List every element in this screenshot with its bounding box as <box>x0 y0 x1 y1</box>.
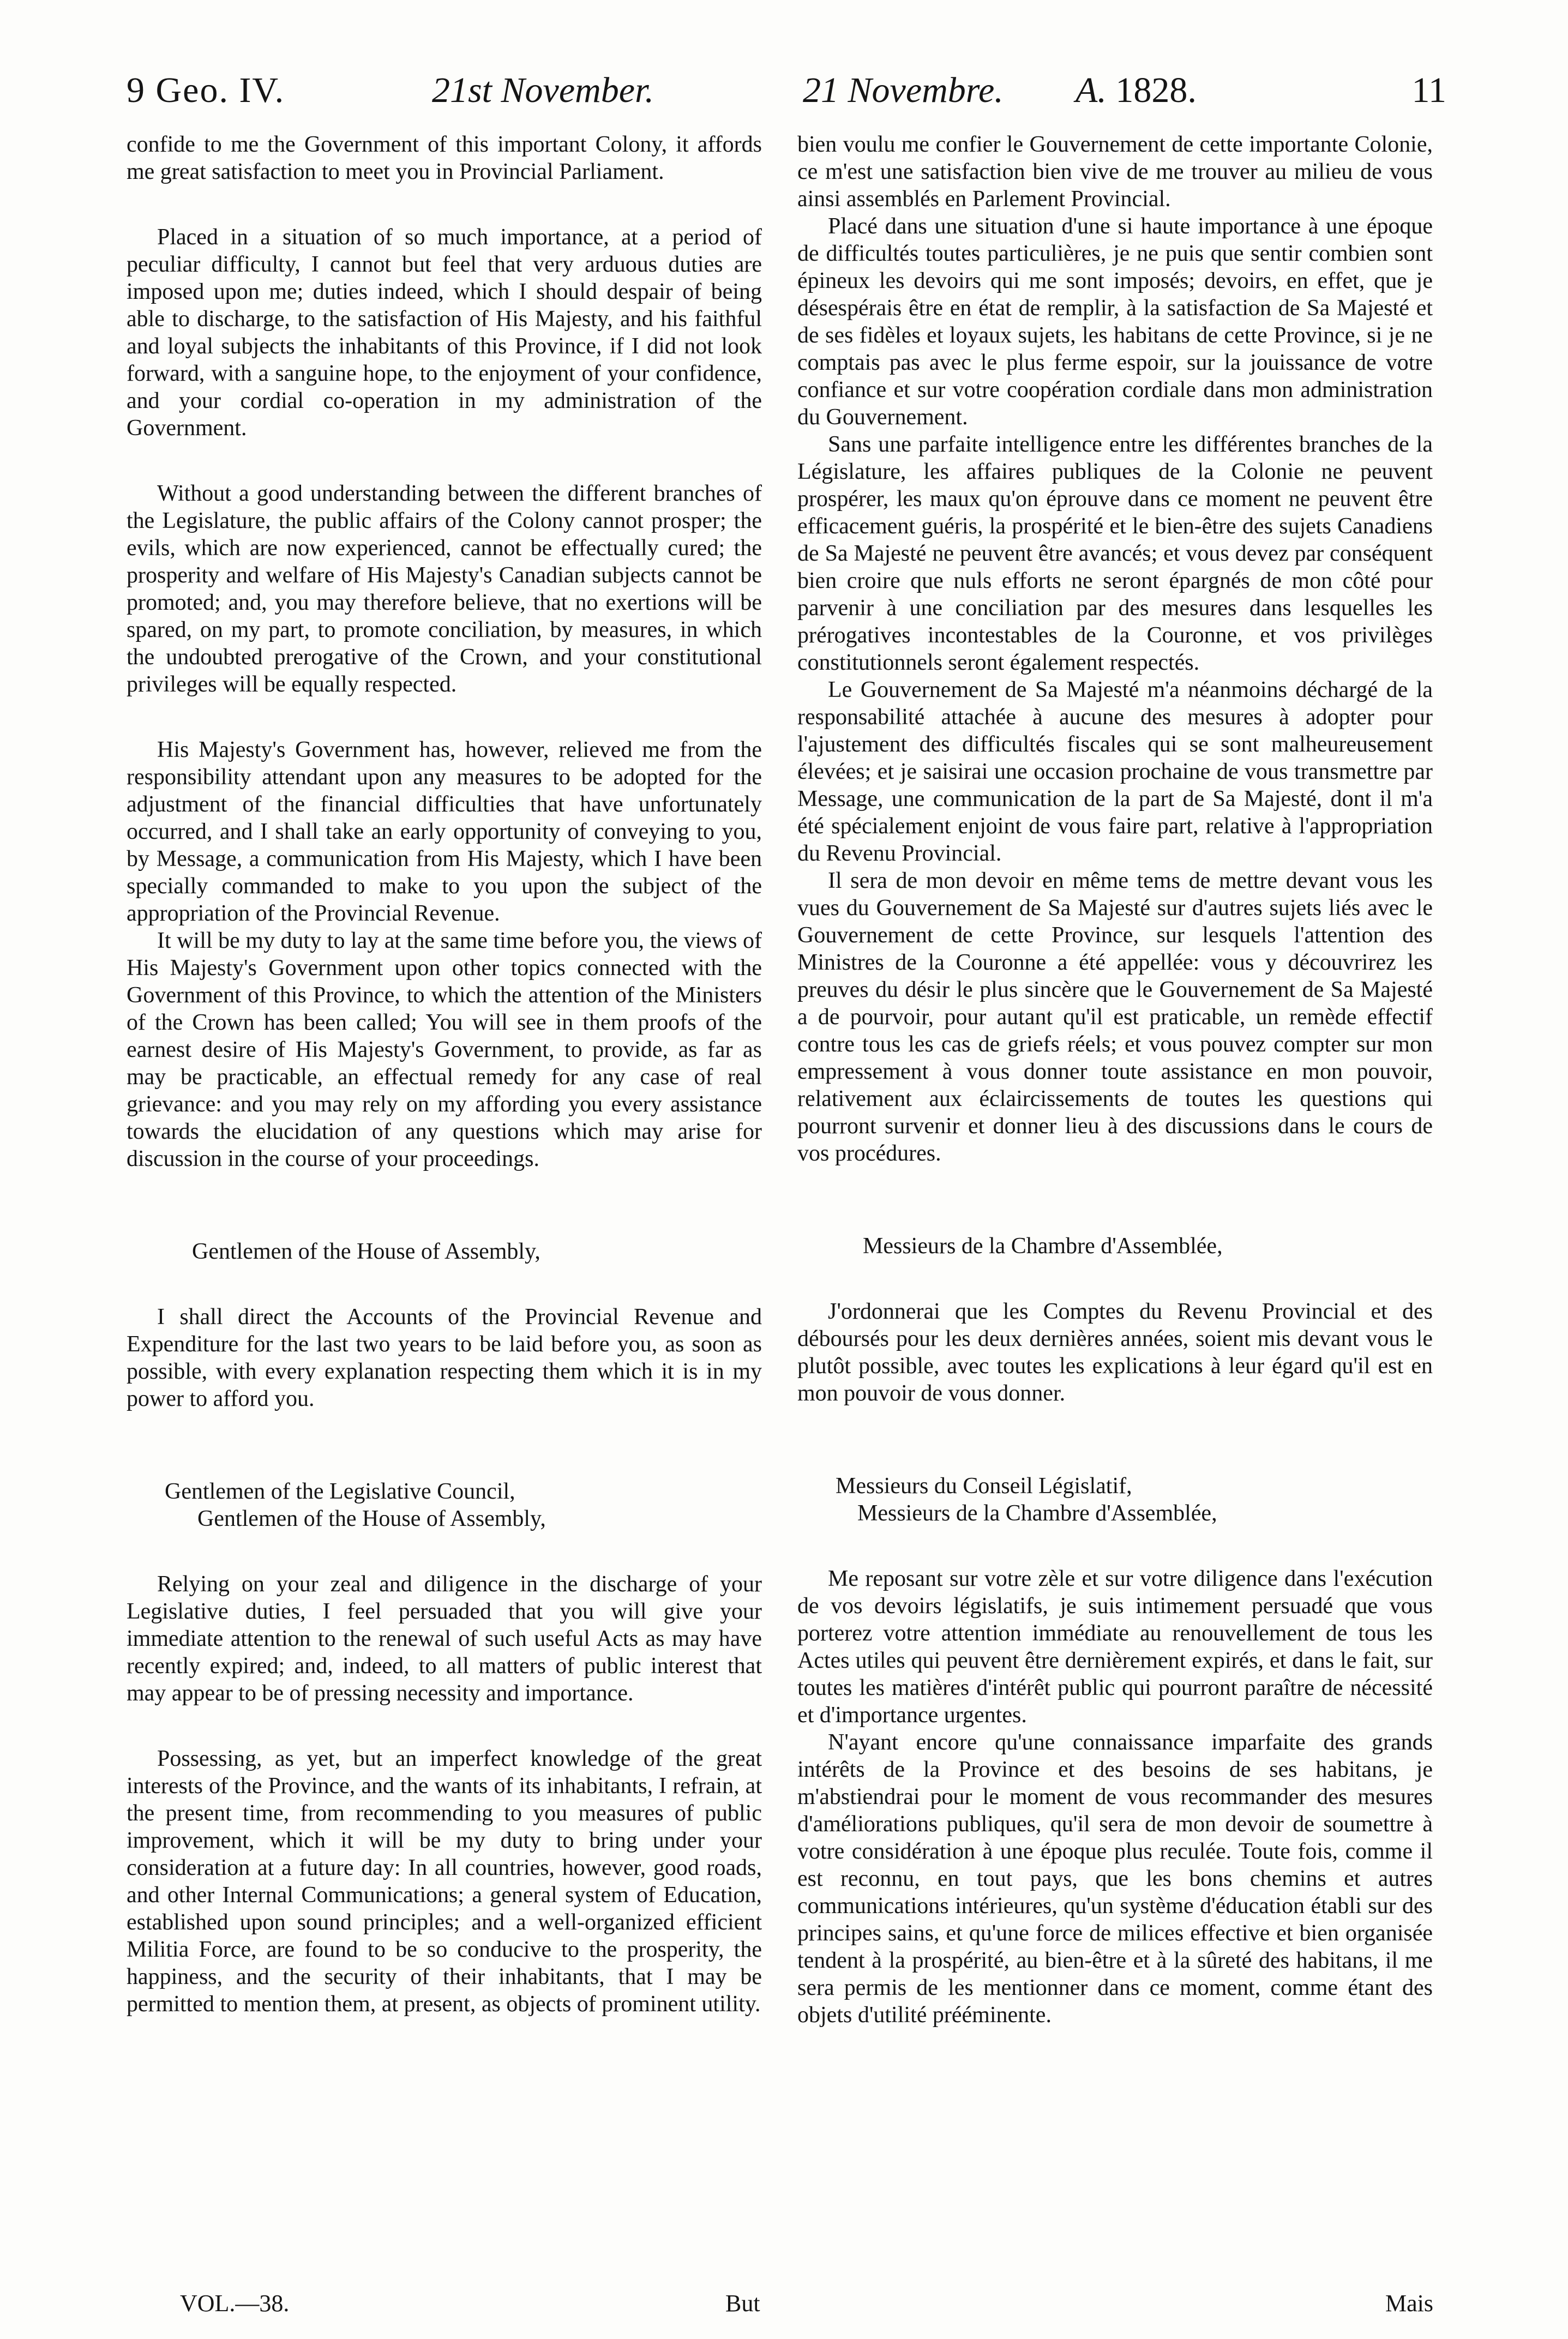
english-column <box>127 131 762 2018</box>
year-value: 1828. <box>1115 70 1197 110</box>
english-paragraph-2: Placed in a situation of so much importance, at a period of peculiar difficulty, I cannot but feel that very arduous duties are imposed upon me; duties indeed, which I should despair of being able to discharge, to the satisfaction of His Majesty, and his faithful and loyal subjects the inhabitants of this Province, if I did not look forward, with a sanguine hope, to the enjoyment of your confidence, and your cordial co-operation in my administration of the Government. <box>127 225 762 441</box>
french-address-assembly-2: Messieurs de la Chambre d'Assemblée, <box>857 1501 1217 1526</box>
english-paragraph-5: It will be my duty to lay at the same time before you, the views of His Majesty's Government upon other topics connected with the Government of this Province, to which the attention of the Ministers of the Crown has been called; You will see in them proofs of the earnest desire of His Majesty's Government, to provide, as far as may be practicable, an effectual remedy for any case of real grievance: and you may rely on my affording you every assistance towards the elucidation of any questions which may arise for discussion in the course of your proceedings. <box>127 928 762 1171</box>
catchword-english: But <box>725 2290 760 2317</box>
french-paragraph-3: Sans une parfaite intelligence entre les différentes branches de la Législature, les affaires publiques de la Colonie ne peuvent prospérer, les maux qu'on éprouve dans ce moment ne peuvent être efficacement guéris, la prospérité et le bien-être des sujets Canadiens de Sa Majesté ne peuvent être avancés; et vous devez par conséquent bien croire que nuls efforts ne seront épargnés de mon côté pour parvenir à une conciliation par des mesures dans lesquelles les prérogatives incontestables de la Couronne, et vos privilèges constitutionnels seront également respectés. <box>797 432 1433 675</box>
french-paragraph-8: N'ayant encore qu'une connaissance imparfaite des grands intérêts de la Province et des besoins de ses habitans, je m'abstiendrai pour le moment de vous recommander des mesures d'améliorations publiques, qu'il sera de mon devoir de soumettre à votre considération à une époque plus reculée. Toute fois, comme il est reconnu, en tout pays, que les bons chemins et autres communications intérieures, qu'un système d'éducation établi sur des principes sains, et qu'une force de milices effective et bien organisée tendent à la prospérité, au bien-être et à la sûreté des habitans, il me sera permis de les mentionner dans ce moment, comme étant des objets d'utilité prééminente. <box>797 1730 1433 2028</box>
french-column <box>797 131 1433 2029</box>
english-paragraph-3: Without a good understanding between the different branches of the Legislature, the public affairs of the Colony cannot prosper; the evils, which are now experienced, cannot be effectually cured; the prosperity and welfare of His Majesty's Canadian subjects cannot be promoted; and, you may therefore believe, that no exertions will be spared, on my part, to promote conciliation, by measures, in which the undoubted prerogative of the Crown, and your constitutional privileges will be equally respected. <box>127 481 762 697</box>
french-paragraph-5: Il sera de mon devoir en même tems de mettre devant vous les vues du Gouvernement de Sa Majesté sur d'autres sujets liés avec le Gouvernement de cette Province, sur lesquels l'attention des Ministres de la Couronne a été appellée: vous y découvrirez les preuves du désir le plus sincère que le Gouvernement de Sa Majesté a de pourvoir, pour autant qu'il est praticable, un remède effectif contre tous les cas de griefs réels; et vous pouvez compter sur mon empressement à vous donner toute assistance en mon pouvoir, relativement aux éclaircissements de toutes les questions qui pourront survenir et donner lieu à des discussions dans le cours de vos procédures. <box>797 868 1433 1166</box>
english-paragraph-1: confide to me the Government of this important Colony, it affords me great satisfaction to meet you in Provincial Parliament. <box>127 132 762 184</box>
french-paragraph-1: bien voulu me confier le Gouvernement de cette importante Colonie, ce m'est une satisfaction bien vive de me trouver au milieu de vous ainsi assemblés en Parlement Provincial. <box>797 132 1433 212</box>
date-french: 21 Novembre. <box>803 70 1004 110</box>
french-paragraph-6: J'ordonnerai que les Comptes du Revenu Provincial et des déboursés pour les deux dernières années, soient mis devant vous le plutôt possible, avec toutes les explications à leur égard qu'il est en mon pouvoir de vous donner. <box>797 1299 1433 1406</box>
english-paragraph-7: Relying on your zeal and diligence in the discharge of your Legislative duties, I feel persuaded that you will give your immediate attention to the renewal of such useful Acts as may have recently expired; and, indeed, to all matters of public interest that may appear to be of pressing necessity and importance. <box>127 1572 762 1706</box>
french-address-council: Messieurs du Conseil Législatif, <box>836 1474 1132 1499</box>
english-address-both <box>127 1478 762 1532</box>
french-paragraph-7: Me reposant sur votre zèle et sur votre diligence dans l'exécution de vos devoirs législatifs, je suis intimement persuadé que vous porterez votre attention immédiate au renouvellement de tous les Actes utiles qui peuvent être dernièrement expirés, et dans le fait, sur toutes les matières d'intérêt public qui pourront paraître de nécessité et d'importance urgentes. <box>797 1566 1433 1728</box>
french-address-assembly: Messieurs de la Chambre d'Assemblée, <box>863 1234 1223 1259</box>
date-english: 21st November. <box>432 70 654 110</box>
english-address-council: Gentlemen of the Legislative Council, <box>165 1479 515 1504</box>
reign-label: 9 Geo. IV. <box>127 70 285 110</box>
french-paragraph-4: Le Gouvernement de Sa Majesté m'a néanmoins déchargé de la responsabilité attachée à aucune des mesures à adopter pour l'ajustement des difficultés fiscales qui se sont malheureusement élevées; et je saisirai une occasion prochaine de vous transmettre par Message, une communication de la part de Sa Majesté, dont il m'a été spécialement enjoint de vous faire part, relative à l'appropriation du Revenu Provincial. <box>797 677 1433 866</box>
french-address-both <box>797 1472 1433 1527</box>
english-paragraph-4: His Majesty's Government has, however, relieved me from the responsibility attendant upon any measures to be adopted for the adjustment of the financial difficulties that have unfortunately occurred, and I shall take an early opportunity of conveying to you, by Message, a communication from His Majesty, which I have been specially commanded to make to you upon the subject of the appropriation of the Provincial Revenue. <box>127 737 762 926</box>
year-label <box>1076 70 1197 111</box>
signature-mark: VOL.—38. <box>180 2290 290 2317</box>
english-address-assembly: Gentlemen of the House of Assembly, <box>192 1239 540 1264</box>
running-head <box>127 70 1446 119</box>
french-paragraph-2: Placé dans une situation d'une si haute importance à une époque de difficultés toutes particulières, je ne puis que sentir combien sont épineux les devoirs qui me sont imposés; devoirs, en effet, que je désespérais être en état de remplir, à la satisfaction de Sa Majesté et de ses fidèles et loyaux sujets, les habitans de cette Province, si je ne comptais pas avec le plus ferme espoir, sur la jouissance de votre confiance et sur votre coopération cordiale dans mon administration du Gouvernement. <box>797 214 1433 430</box>
english-address-assembly-2: Gentlemen of the House of Assembly, <box>197 1506 546 1531</box>
page-number: 11 <box>1411 70 1446 110</box>
catchword-french: Mais <box>1385 2290 1433 2317</box>
year-prefix: A. <box>1076 70 1107 110</box>
english-paragraph-8: Possessing, as yet, but an imperfect knowledge of the great interests of the Province, and the wants of its inhabitants, I refrain, at the present time, from recommending to you measures of public improvement, which it will be my duty to bring under your consideration at a future day: In all countries, however, good roads, and other Internal Communications; a general system of Education, established upon sound principles; and a well-organized efficient Militia Force, are found to be so conducive to the prosperity, the happiness, and the security of their inhabitants, that I may be permitted to mention them, at present, as objects of prominent utility. <box>127 1746 762 2017</box>
english-paragraph-6: I shall direct the Accounts of the Provincial Revenue and Expenditure for the last two years to be laid before you, as soon as possible, with every explanation respecting them which it is in my power to afford you. <box>127 1304 762 1411</box>
